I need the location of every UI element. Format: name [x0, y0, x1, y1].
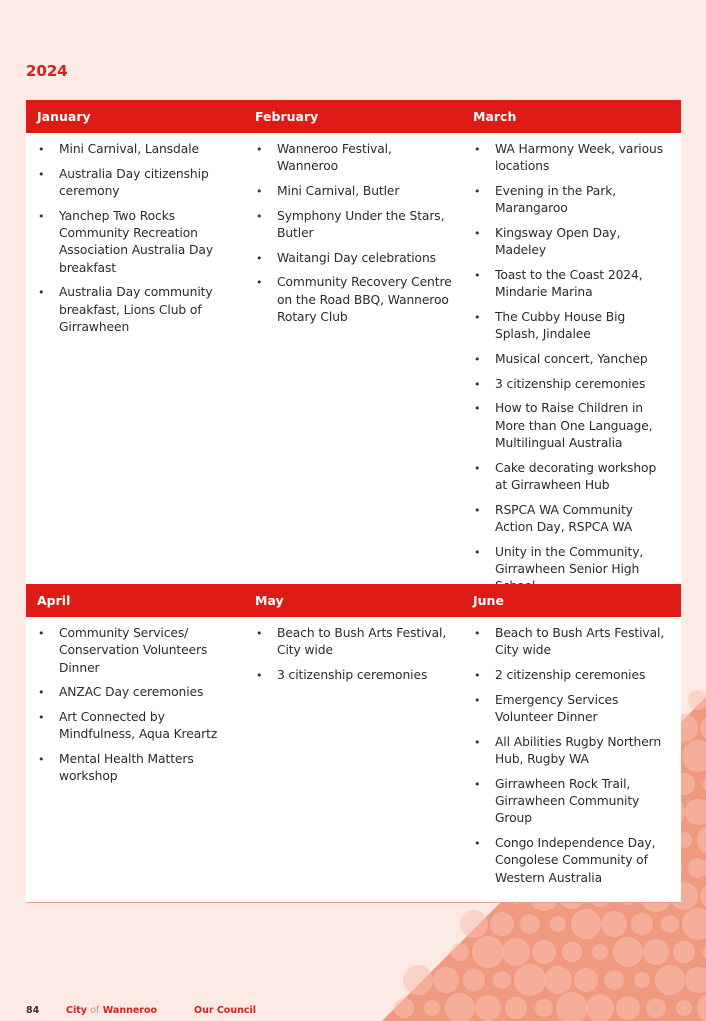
decorative-dot	[472, 936, 504, 968]
month-header-march: March	[473, 109, 517, 124]
month-header-january: January	[37, 109, 91, 124]
event-item: • 3 citizenship ceremonies	[495, 376, 672, 393]
event-item: • Toast to the Coast 2024, Mindarie Marina	[495, 267, 672, 302]
month-column-february	[244, 133, 462, 603]
event-item: • Kingsway Open Day, Madeley	[495, 225, 672, 260]
decorative-dot	[571, 909, 601, 939]
event-item: • Waitangi Day celebrations	[277, 250, 454, 267]
event-list	[26, 133, 244, 337]
decorative-dot	[505, 997, 527, 1019]
event-item: • All Abilities Rugby Northern Hub, Rugby WA	[495, 734, 672, 769]
decorative-dot	[514, 964, 546, 996]
decorative-dot	[592, 944, 608, 960]
decorative-dot	[562, 942, 582, 962]
decorative-dot	[544, 966, 572, 994]
event-item: • Cake decorating workshop at Girrawheen Hub	[495, 460, 672, 495]
decorative-dot	[601, 911, 627, 937]
event-item: • Mini Carnival, Lansdale	[59, 141, 236, 158]
decorative-dot	[433, 967, 459, 993]
decorative-dot	[520, 914, 540, 934]
event-item: • Community Recovery Centre on the Road BBQ, Wanneroo Rotary Club	[277, 274, 454, 326]
decorative-dot	[634, 972, 650, 988]
month-column-april	[26, 617, 244, 894]
event-item: • ANZAC Day ceremonies	[59, 684, 236, 701]
decorative-dot	[493, 971, 511, 989]
event-item: • 3 citizenship ceremonies	[277, 667, 454, 684]
event-item: • Beach to Bush Arts Festival, City wide	[277, 625, 454, 660]
decorative-dot	[463, 969, 485, 991]
event-list	[462, 133, 680, 596]
footer-city-name	[66, 1005, 157, 1016]
event-item: • Symphony Under the Stars, Butler	[277, 208, 454, 243]
decorative-dot	[550, 916, 566, 932]
event-item: • Congo Independence Day, Congolese Community of Western Australia	[495, 835, 672, 887]
event-item: • Art Connected by Mindfulness, Aqua Kreartz	[59, 709, 236, 744]
page-title-year: 2024	[26, 62, 68, 80]
decorative-dot	[613, 937, 643, 967]
event-item: • Mini Carnival, Butler	[277, 183, 454, 200]
decorative-dot	[673, 941, 695, 963]
decorative-dot	[535, 999, 553, 1017]
event-item: • Community Services/ Conservation Volunteers Dinner	[59, 625, 236, 677]
month-header-february: February	[255, 109, 319, 124]
decorative-dot	[586, 994, 614, 1021]
decorative-dot	[490, 912, 514, 936]
footer-section-name: Our Council	[194, 1005, 257, 1016]
event-item: • Unity in the Community, Girrawheen Senior High	[495, 544, 672, 596]
page-number: 84	[26, 1005, 40, 1016]
month-column-january	[26, 133, 244, 603]
month-column-march	[462, 133, 680, 603]
events-table-jan-mar	[26, 100, 681, 611]
month-header-row	[26, 100, 681, 133]
event-item: • WA Harmony Week, various locations	[495, 141, 672, 176]
event-item: • Evening in the Park, Marangaroo	[495, 183, 672, 218]
decorative-dot	[394, 998, 414, 1018]
event-item: • Australia Day community breakfast, Lions Club of Girrawheen	[59, 284, 236, 336]
event-item: • Emergency Services Volunteer Dinner	[495, 692, 672, 727]
decorative-dot	[676, 1000, 692, 1016]
decorative-dot	[688, 690, 706, 710]
event-item: • Wanneroo Festival, Wanneroo	[277, 141, 454, 176]
event-item: • Girrawheen Rock Trail, Girrawheen Community Group	[495, 776, 672, 828]
event-list	[244, 133, 462, 326]
month-header-april: April	[37, 593, 71, 608]
month-column-june	[462, 617, 680, 894]
decorative-dot	[460, 910, 488, 938]
footer-city-word: City	[66, 1005, 87, 1016]
event-item: • Yanchep Two Rocks Community Recreation Association Australia Day breakfast	[59, 208, 236, 278]
decorative-dot	[502, 938, 530, 966]
month-header-may: May	[255, 593, 284, 608]
event-item: • The Cubby House Big Splash, Jindalee	[495, 309, 672, 344]
event-list	[26, 617, 244, 786]
decorative-dot	[631, 913, 653, 935]
decorative-dot	[655, 965, 685, 995]
month-header-row	[26, 584, 681, 617]
decorative-dot	[403, 965, 433, 995]
decorative-dot	[646, 998, 666, 1018]
month-header-june: June	[473, 593, 504, 608]
event-item: • RSPCA WA Community Action Day, RSPCA WA	[495, 502, 672, 537]
decorative-dot	[424, 1000, 440, 1016]
event-item: • Australia Day citizenship ceremony	[59, 166, 236, 201]
footer-of-word: of	[90, 1005, 100, 1016]
decorative-dot	[604, 970, 624, 990]
decorative-dot	[532, 940, 556, 964]
month-column-may	[244, 617, 462, 894]
event-item: • How to Raise Children in More than One Language, Multilingual Australia	[495, 400, 672, 452]
decorative-dot	[616, 996, 640, 1020]
decorative-dot	[643, 939, 669, 965]
event-list	[244, 617, 462, 684]
decorative-dot	[661, 915, 679, 933]
event-item: • 2 citizenship ceremonies	[495, 667, 672, 684]
events-table-apr-jun	[26, 584, 681, 903]
event-list	[462, 617, 680, 887]
footer-wanneroo-word: Wanneroo	[102, 1005, 158, 1016]
event-item: • Musical concert, Yanchep	[495, 351, 672, 368]
event-item: • Mental Health Matters workshop	[59, 751, 236, 786]
decorative-dot	[451, 943, 469, 961]
decorative-dot	[475, 995, 501, 1021]
decorative-dot	[574, 968, 598, 992]
event-item: • Beach to Bush Arts Festival, City wide	[495, 625, 672, 660]
